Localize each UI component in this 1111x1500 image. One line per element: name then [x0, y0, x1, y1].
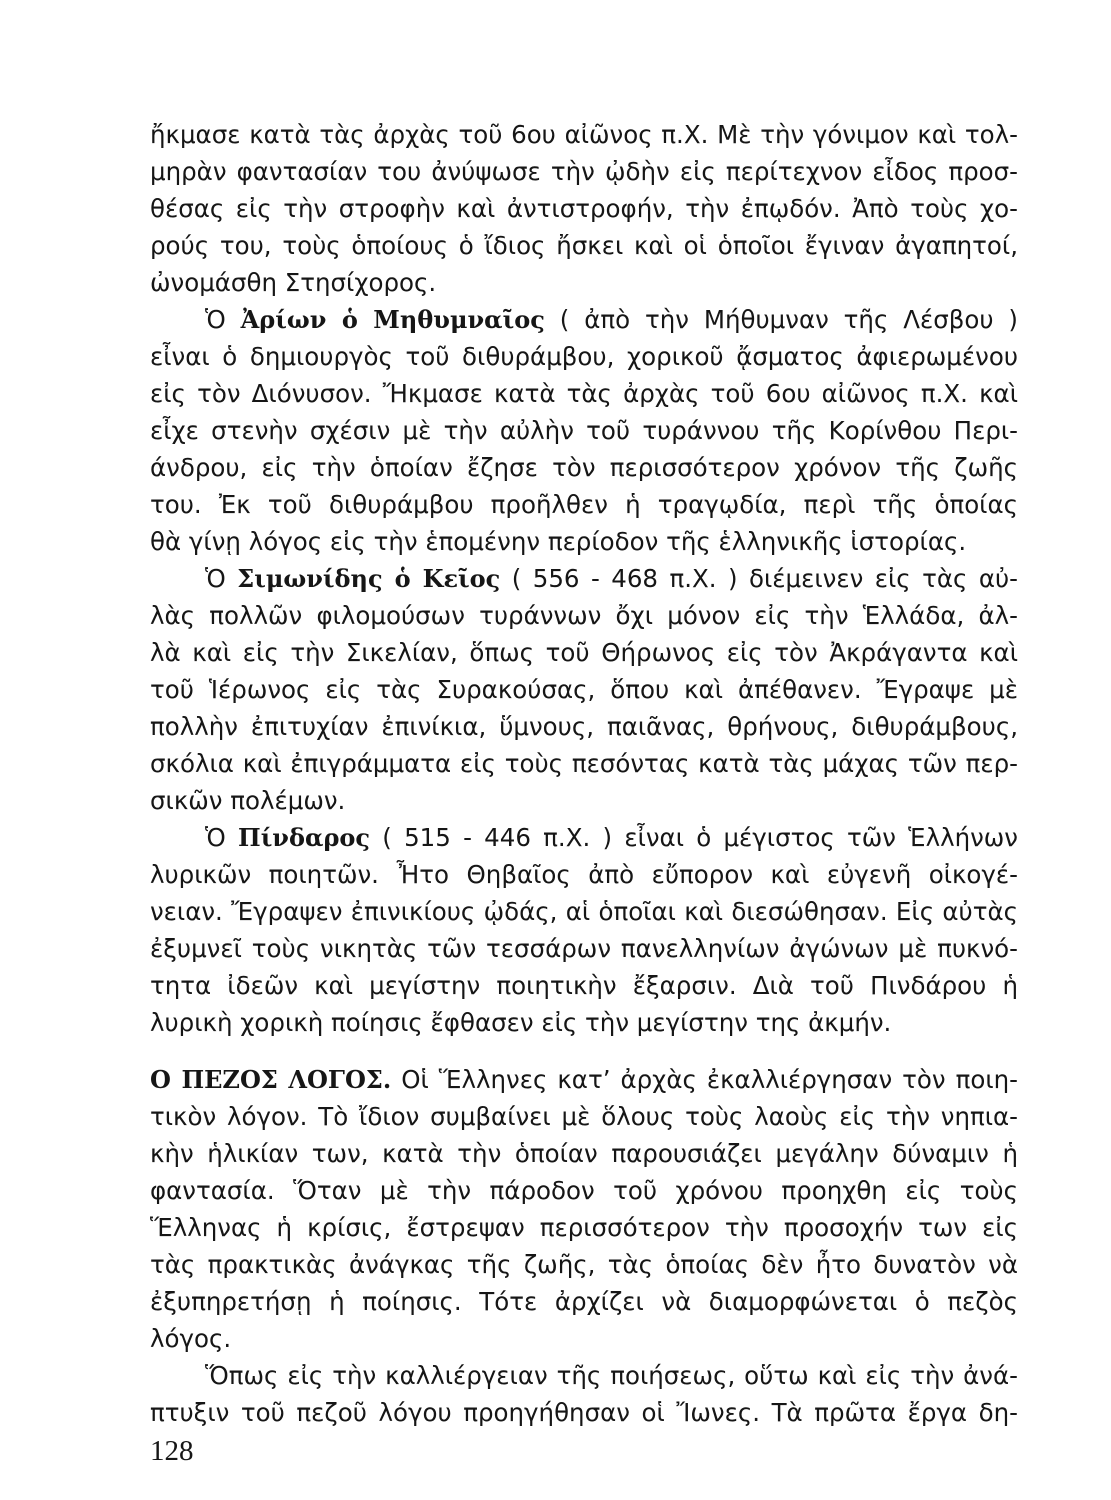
text-line: ἤκμασε κατὰ τὰς ἀρχὰς τοῦ 6ου αἰῶνος π.Χ. Μὲ τὴν γόνιμον καὶ τολ-	[150, 120, 1018, 149]
text-line: ρούς του, τοὺς ὁποίους ὁ ἴδιος ἤσκει καὶ οἱ ὁποῖοι ἔγιναν ἀγαπητοί,	[150, 231, 1018, 260]
text-line: σικῶν πολέμων.	[150, 786, 346, 815]
text-line: μηρὰν φαντασίαν του ἀνύψωσε τὴν ᾠδὴν εἰς περίτεχνον εἶδος προσ-	[150, 157, 1018, 186]
text-line: Ὅπως εἰς τὴν καλλιέργειαν τῆς ποιήσεως, οὕτω καὶ εἰς τὴν ἀνά-	[205, 1361, 1018, 1390]
paragraph-lead: Ὁ	[205, 564, 238, 593]
text-line: τικὸν λόγον. Τὸ ἴδιον συμβαίνει μὲ ὅλους τοὺς λαοὺς εἰς τὴν νηπια-	[150, 1102, 1018, 1131]
person-name-simonides: Σιμωνίδης ὁ Κεῖος	[237, 564, 501, 593]
text-line: τητα ἰδεῶν καὶ μεγίστην ποιητικὴν ἔξαρσιν. Διὰ τοῦ Πινδάρου ἡ	[150, 971, 1018, 1000]
text-line: τοῦ Ἱέρωνος εἰς τὰς Συρακούσας, ὅπου καὶ ἀπέθανεν. Ἔγραψε μὲ	[150, 675, 1018, 704]
paragraph-first-line-rest: ( 515 - 446 π.Χ. ) εἶναι ὁ μέγιστος τῶν Ἑλλήνων	[370, 823, 1018, 852]
text-line: θὰ γίνῃ λόγος εἰς τὴν ἑπομένην περίοδον τῆς ἑλληνικῆς ἱστορίας.	[150, 527, 967, 556]
text-line: λυρικὴ χορικὴ ποίησις ἔφθασεν εἰς τὴν μεγίστην της ἀκμήν.	[150, 1008, 892, 1037]
person-name-arion: Ἀρίων ὁ Μηθυμναῖος	[240, 305, 545, 334]
text-line: ὠνομάσθη Στησίχορος.	[150, 268, 437, 297]
text-line: Ἕλληνας ἡ κρίσις, ἔστρεψαν περισσότερον τὴν προσοχήν των εἰς	[150, 1213, 1018, 1242]
paragraph-first-line-rest: Οἱ Ἕλληνες κατ’ ἀρχὰς ἐκαλλιέργησαν τὸν ποιη-	[391, 1065, 1019, 1094]
paragraph-pindar-first-line	[150, 821, 1018, 855]
person-name-pindar: Πίνδαρος	[238, 823, 371, 852]
text-line: νειαν. Ἔγραψεν ἐπινικίους ᾠδάς, αἱ ὁποῖαι καὶ διεσώθησαν. Εἰς αὐτὰς	[150, 897, 1018, 926]
text-line: ἐξυμνεῖ τοὺς νικητὰς τῶν τεσσάρων πανελληνίων ἀγώνων μὲ πυκνό-	[150, 934, 1018, 963]
paragraph-lead: Ὁ	[205, 305, 241, 334]
text-line: λυρικῶν ποιητῶν. Ἦτο Θηβαῖος ἀπὸ εὔπορον καὶ εὐγενῆ οἰκογέ-	[150, 860, 1018, 889]
text-line: θέσας εἰς τὴν στροφὴν καὶ ἀντιστροφήν, τὴν ἐπῳδόν. Ἀπὸ τοὺς χο-	[150, 194, 1018, 223]
paragraph-simonides-first-line	[150, 562, 1018, 596]
paragraph-first-line-rest: ( ἀπὸ τὴν Μήθυμναν τῆς Λέσβου )	[544, 305, 1018, 334]
text-line: λὰ καὶ εἰς τὴν Σικελίαν, ὅπως τοῦ Θήρωνος εἰς τὸν Ἀκράγαντα καὶ	[150, 638, 1018, 667]
text-line: ἐξυπηρετήσῃ ἡ ποίησις. Τότε ἀρχίζει νὰ διαμορφώνεται ὁ πεζὸς	[150, 1287, 1018, 1316]
paragraph-first-line-rest: ( 556 - 468 π.Χ. ) διέμεινεν εἰς τὰς αὐ-	[500, 564, 1018, 593]
text-line: εἶναι ὁ δημιουργὸς τοῦ διθυράμβου, χορικοῦ ᾄσματος ἀφιερωμένου	[150, 342, 1018, 371]
section-heading: Ο ΠΕΖΟΣ ΛΟΓΟΣ.	[150, 1065, 392, 1094]
text-line: εἰς τὸν Διόνυσον. Ἤκμασε κατὰ τὰς ἀρχὰς τοῦ 6ου αἰῶνος π.Χ. καὶ	[150, 379, 1018, 408]
text-line: τὰς πρακτικὰς ἀνάγκας τῆς ζωῆς, τὰς ὁποίας δὲν ἦτο δυνατὸν νὰ	[150, 1250, 1018, 1279]
text-line: κὴν ἡλικίαν των, κατὰ τὴν ὁποίαν παρουσιάζει μεγάλην δύναμιν ἡ	[150, 1139, 1018, 1168]
text-line: πτυξιν τοῦ πεζοῦ λόγου προηγήθησαν οἱ Ἴωνες. Τὰ πρῶτα ἔργα δη-	[150, 1398, 1018, 1427]
text-line: άνδρου, εἰς τὴν ὁποίαν ἔζησε τὸν περισσότερον χρόνον τῆς ζωῆς	[150, 453, 1018, 482]
text-line: πολλὴν ἐπιτυχίαν ἐπινίκια, ὕμνους, παιᾶνας, θρήνους, διθυράμβους,	[150, 712, 1018, 741]
text-line: του. Ἐκ τοῦ διθυράμβου προῆλθεν ἡ τραγῳδία, περὶ τῆς ὁποίας	[150, 490, 1018, 519]
text-line: λόγος.	[150, 1324, 232, 1353]
page-number: 128	[150, 1435, 194, 1467]
text-line: σκόλια καὶ ἐπιγράμματα εἰς τοὺς πεσόντας κατὰ τὰς μάχας τῶν περ-	[150, 749, 1018, 778]
section-prose-first-line	[150, 1063, 1018, 1097]
paragraph-arion-first-line	[150, 303, 1018, 337]
text-line: λὰς πολλῶν φιλομούσων τυράννων ὄχι μόνον εἰς τὴν Ἑλλάδα, ἀλ-	[150, 601, 1018, 630]
text-line: εἶχε στενὴν σχέσιν μὲ τὴν αὐλὴν τοῦ τυράννου τῆς Κορίνθου Περι-	[150, 416, 1018, 445]
paragraph-lead: Ὁ	[205, 823, 239, 852]
text-line: φαντασία. Ὅταν μὲ τὴν πάροδον τοῦ χρόνου προηχθη εἰς τοὺς	[150, 1176, 1018, 1205]
